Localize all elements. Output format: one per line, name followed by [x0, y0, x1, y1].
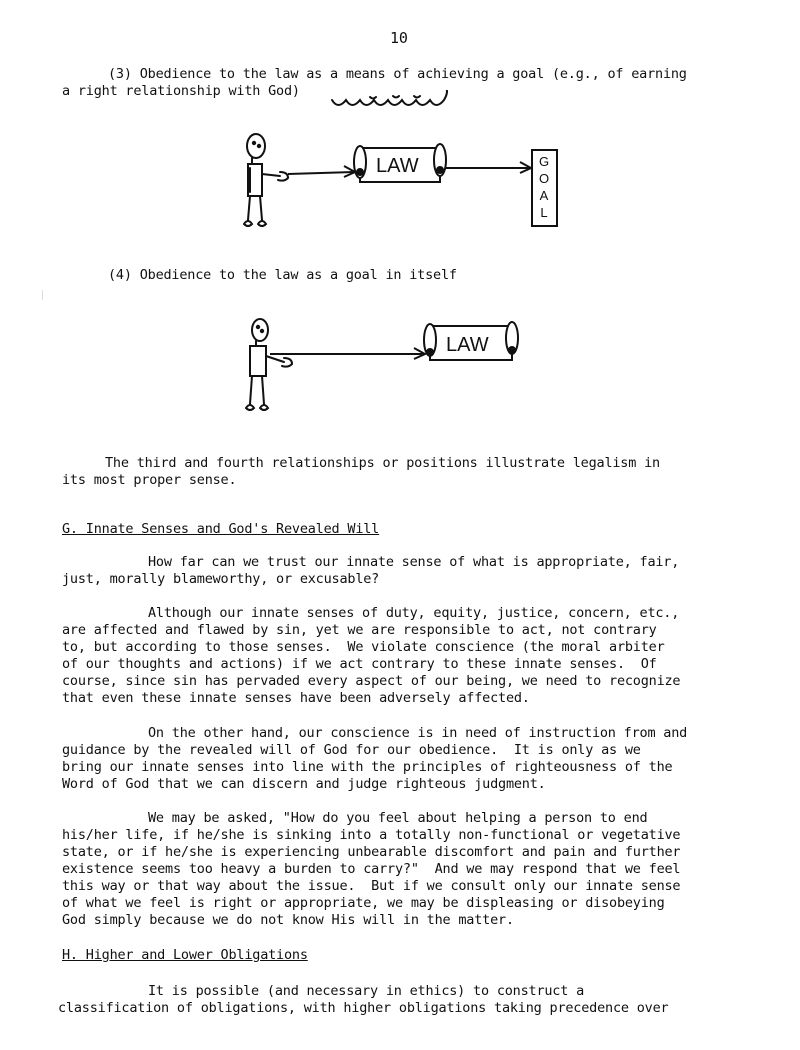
goal-letter-g: G — [538, 154, 550, 169]
diagram-law-to-goal — [0, 90, 800, 330]
g-p4-line6: of what we feel is right or appropriate, we may be displeasing or disobeying — [62, 895, 665, 911]
h-p1-line1: It is possible (and necessary in ethics) to construct a — [148, 983, 585, 999]
g-p3-line1: On the other hand, our conscience is in need of instruction from and — [148, 725, 688, 741]
g-p4-line2: his/her life, if he/she is sinking into a totally non-functional or vegetative — [62, 827, 681, 843]
section-g-heading: G. Innate Senses and God's Revealed Will — [62, 521, 380, 537]
arrow-to-goal — [446, 162, 531, 173]
section-h-heading: H. Higher and Lower Obligations — [62, 947, 308, 963]
g-p4-line7: God simply because we do not know His will in the matter. — [62, 912, 514, 928]
g-p2-line4: of our thoughts and actions) if we act contrary to these innate senses. Of — [62, 656, 657, 672]
g-p4-line1: We may be asked, "How do you feel about helping a person to end — [148, 810, 648, 826]
goal-letter-a: A — [539, 188, 549, 203]
g-p4-line4: existence seems too heavy a burden to carry?" And we may respond that we feel — [62, 861, 681, 877]
diagram-law-as-goal — [0, 310, 800, 420]
g-p3-line2: guidance by the revealed will of God for our obedience. It is only as we — [62, 742, 641, 758]
goal-letter-l: L — [540, 205, 548, 220]
stick-figure-icon — [246, 319, 292, 410]
goal-letter-o: O — [538, 171, 550, 186]
law-label: LAW — [376, 155, 419, 177]
law-label: LAW — [446, 334, 489, 356]
g-p3-line4: Word of God that we can discern and judge righteous judgment. — [62, 776, 546, 792]
h-p1-line2: classification of obligations, with higher obligations taking precedence over — [58, 1000, 669, 1016]
g-p2-line5: course, since sin has pervaded every aspect of our being, we need to recognize — [62, 673, 681, 689]
g-p1-line1: How far can we trust our innate sense of what is appropriate, fair, — [148, 554, 680, 570]
g-p2-line2: are affected and flawed by sin, yet we are responsible to act, not contrary — [62, 622, 657, 638]
legalism-line1: The third and fourth relationships or positions illustrate legalism in — [105, 455, 660, 471]
item3-line2: a right relationship with God) — [62, 83, 300, 99]
arrow-to-law — [288, 166, 355, 177]
item3-line1: (3) Obedience to the law as a means of achieving a goal (e.g., of earning — [108, 66, 687, 82]
g-p1-line2: just, morally blameworthy, or excusable? — [62, 571, 380, 587]
stick-figure-icon — [244, 134, 288, 226]
g-p2-line3: to, but according to those senses. We violate conscience (the moral arbiter — [62, 639, 665, 655]
item4-line1: (4) Obedience to the law as a goal in itself — [108, 267, 457, 283]
g-p3-line3: bring our innate senses into line with the principles of righteousness of the — [62, 759, 673, 775]
g-p4-line5: this way or that way about the issue. But if we consult only our innate sense — [62, 878, 681, 894]
legalism-line2: its most proper sense. — [62, 472, 237, 488]
g-p4-line3: state, or if he/she is experiencing unbearable discomfort and pain and further — [62, 844, 681, 860]
page-number: 10 — [390, 29, 408, 47]
arrow-to-law — [270, 348, 425, 359]
g-p2-line6: that even these innate senses have been adversely affected. — [62, 690, 530, 706]
g-p2-line1: Although our innate senses of duty, equity, justice, concern, etc., — [148, 605, 680, 621]
squiggle-decoration — [332, 90, 447, 105]
